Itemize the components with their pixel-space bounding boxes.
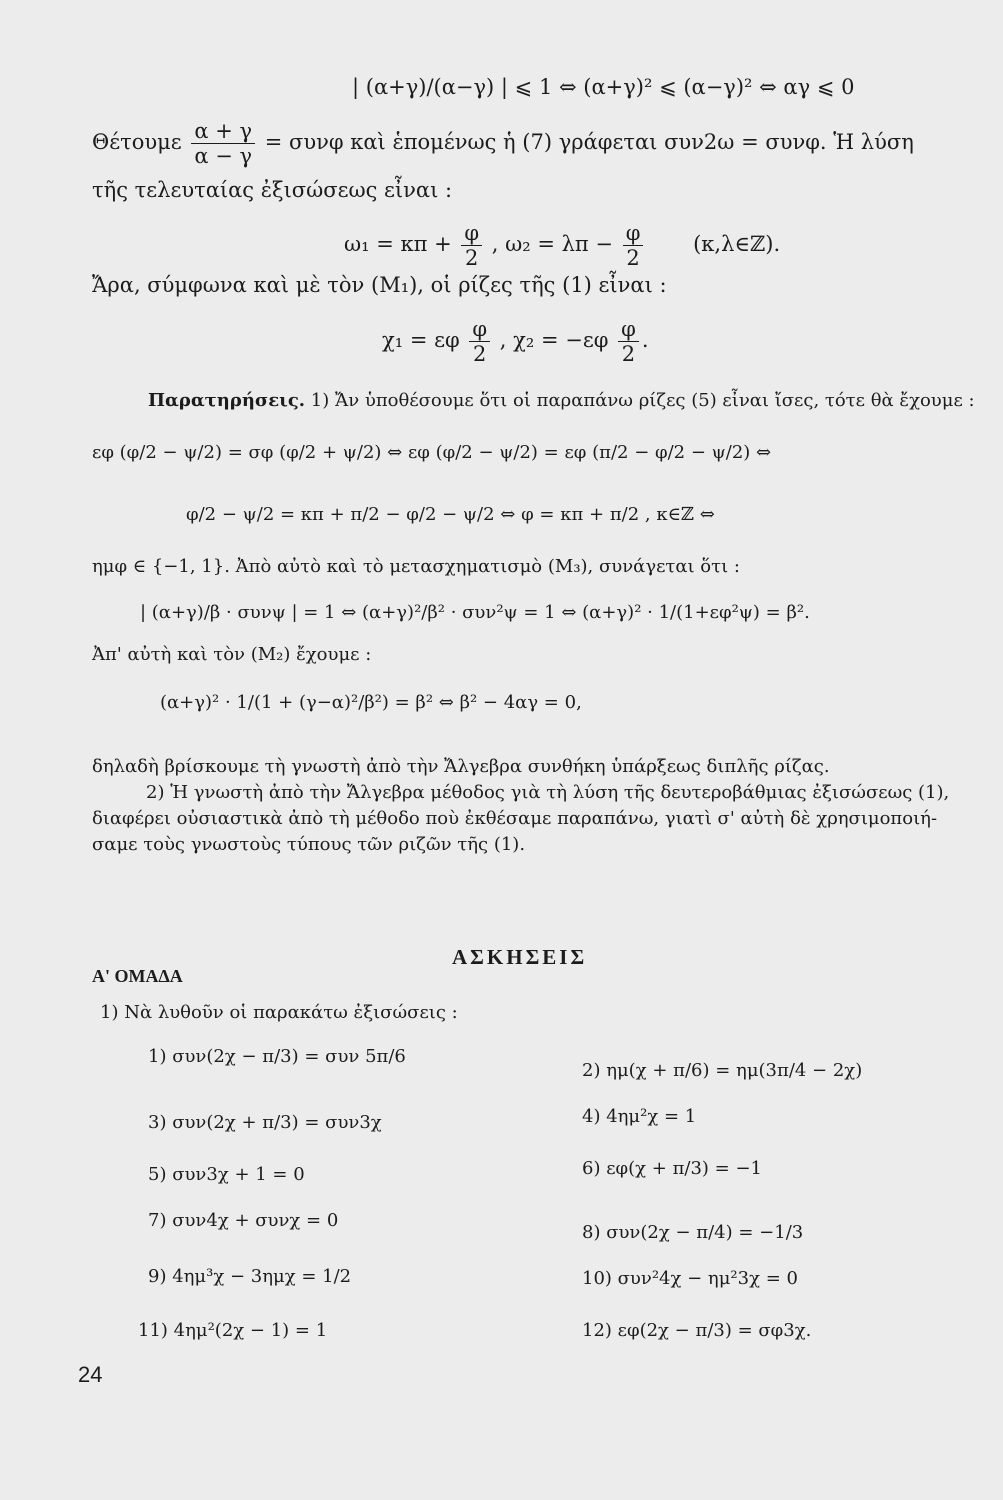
paragraph-line: 2) Ἡ γνωστὴ ἀπὸ τὴν Ἄλγεβρα μέθοδος γιὰ τὴ λύση τῆς δευτεροβάθμιας ἐξισώσεως (1), bbox=[146, 782, 950, 803]
paragraph-line: Θέτουμε $\frac{\alpha + \gamma}{\alpha - \gamma}$ = συνφ καὶ ἑπομένως ἡ (7) γράφεται συν2ω = συνφ. Ἡ λύση bbox=[92, 119, 914, 169]
equation-abs-inequality: | (α+γ)/(α−γ) | ⩽ 1 ⇔ (α+γ)² ⩽ (α−γ)² ⇔ αγ ⩽ 0 bbox=[352, 75, 855, 99]
paragraph-line: σαμε τοὺς γνωστοὺς τύπους τῶν ριζῶν τῆς (1). bbox=[92, 834, 526, 855]
exercise-instruction: 1) Νὰ λυθοῦν οἱ παρακάτω ἐξισώσεις : bbox=[100, 1002, 458, 1023]
paragraph-line: Ἄρα, σύμφωνα καὶ μὲ τὸν (Μ₁), οἱ ρίζες τῆς (1) εἶναι : bbox=[92, 273, 667, 297]
section-title: ΑΣΚΗΣΕΙΣ bbox=[452, 945, 588, 969]
equation-roots: χ₁ = εφ $\frac{\varphi}{2}$ , χ₂ = −εφ $\frac{\varphi}{2}$ . bbox=[382, 317, 649, 367]
equation-line: (α+γ)² · 1/(1 + (γ−α)²/β²) = β² ⇔ β² − 4αγ = 0, bbox=[160, 692, 582, 713]
exercise-item: 10) συν²4χ − ημ²3χ = 0 bbox=[582, 1268, 798, 1289]
exercise-item: 7) συν4χ + συνχ = 0 bbox=[148, 1210, 339, 1231]
exercise-item: 8) συν(2χ − π/4) = −1/3 bbox=[582, 1222, 804, 1243]
exercise-item: 6) εφ(χ + π/3) = −1 bbox=[582, 1158, 763, 1179]
exercise-item: 1) συν(2χ − π/3) = συν 5π/6 bbox=[148, 1046, 406, 1067]
paragraph-line: διαφέρει οὐσιαστικὰ ἀπὸ τὴ μέθοδο ποὺ ἐκθέσαμε παραπάνω, γιατὶ σ' αὐτὴ δὲ χρησιμοποιή- bbox=[92, 808, 938, 829]
equation-line: εφ (φ/2 − ψ/2) = σφ (φ/2 + ψ/2) ⇔ εφ (φ/2 − ψ/2) = εφ (π/2 − φ/2 − ψ/2) ⇔ bbox=[92, 442, 772, 463]
exercise-item: 4) 4ημ²χ = 1 bbox=[582, 1106, 697, 1127]
exercise-item: 3) συν(2χ + π/3) = συν3χ bbox=[148, 1112, 382, 1133]
equation-omega-solutions: ω₁ = κπ + $\frac{\varphi}{2}$ , ω₂ = λπ − $\frac{\varphi}{2}$ (κ,λ∈ℤ). bbox=[344, 221, 781, 271]
paragraph-line: Ἀπ' αὐτὴ καὶ τὸν (Μ₂) ἔχουμε : bbox=[92, 644, 372, 665]
paragraph-line: ημφ ∈ {−1, 1}. Ἀπὸ αὐτὸ καὶ τὸ μετασχηματισμὸ (Μ₃), συνάγεται ὅτι : bbox=[92, 556, 740, 577]
paragraph-line: τῆς τελευταίας ἐξισώσεως εἶναι : bbox=[92, 178, 453, 202]
equation-line: φ/2 − ψ/2 = κπ + π/2 − φ/2 − ψ/2 ⇔ φ = κπ + π/2 , κ∈ℤ ⇔ bbox=[186, 504, 715, 525]
exercise-item: 12) εφ(2χ − π/3) = σφ3χ. bbox=[582, 1320, 812, 1341]
exercise-item: 9) 4ημ³χ − 3ημχ = 1/2 bbox=[148, 1266, 352, 1287]
group-title: Α' ΟΜΑΔΑ bbox=[92, 966, 183, 986]
equation-line: | (α+γ)/β · συνψ | = 1 ⇔ (α+γ)²/β² · συν²ψ = 1 ⇔ (α+γ)² · 1/(1+εφ²ψ) = β². bbox=[140, 602, 810, 623]
exercise-item: 5) συν3χ + 1 = 0 bbox=[148, 1164, 305, 1185]
page-number: 24 bbox=[78, 1362, 103, 1387]
remarks-heading-line: Παρατηρήσεις. 1) Ἄν ὑποθέσουμε ὅτι οἱ παραπάνω ρίζες (5) εἶναι ἴσες, τότε θὰ ἔχουμε : bbox=[148, 390, 975, 411]
paragraph-line: δηλαδὴ βρίσκουμε τὴ γνωστὴ ἀπὸ τὴν Ἄλγεβρα συνθήκη ὑπάρξεως διπλῆς ρίζας. bbox=[92, 756, 830, 777]
exercise-item: 11) 4ημ²(2χ − 1) = 1 bbox=[138, 1320, 328, 1341]
exercise-item: 2) ημ(χ + π/6) = ημ(3π/4 − 2χ) bbox=[582, 1060, 863, 1081]
